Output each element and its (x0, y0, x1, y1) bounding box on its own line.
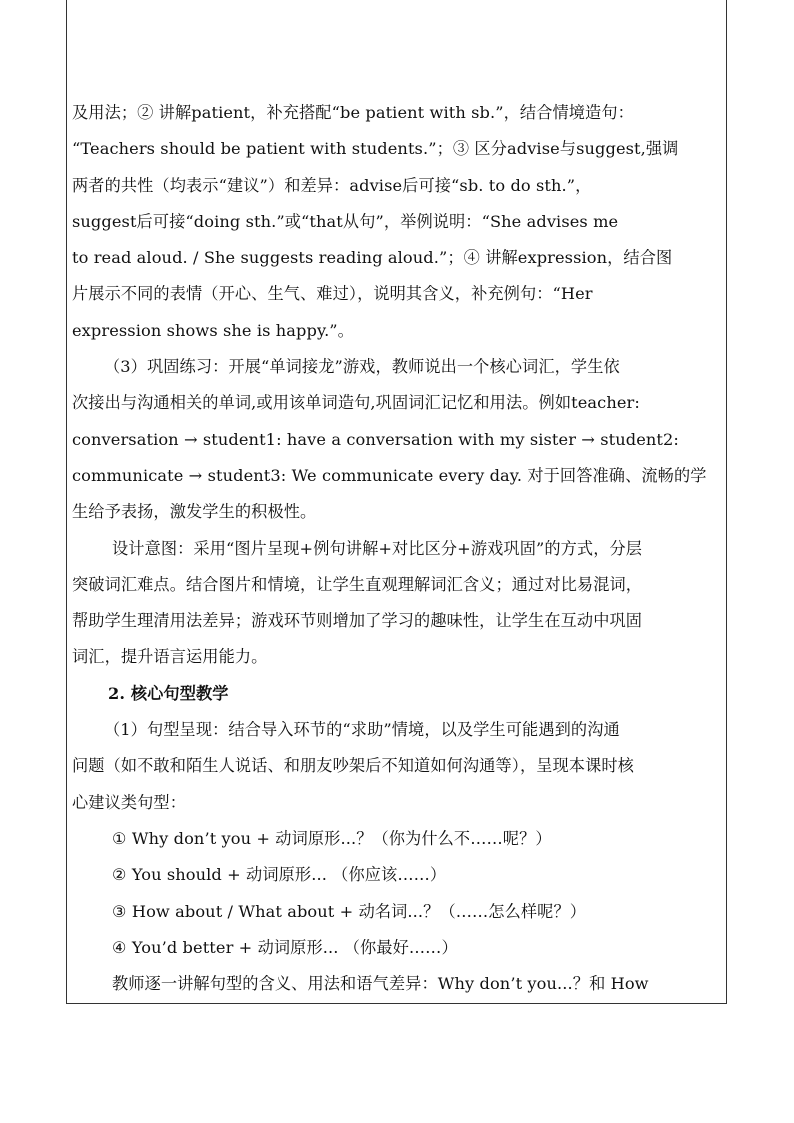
text-line: “Teachers should be patient with students.”；③ 区分advise与suggest,强调 (72, 139, 679, 159)
text-line: （1）句型呈现：结合导入环节的“求助”情境，以及学生可能遇到的沟通 (104, 720, 620, 740)
text-line: suggest后可接“doing sth.”或“that从句”，举例说明：“She advises me (72, 211, 619, 231)
text-line: 两者的共性（均表示“建议”）和差异：advise后可接“sb. to do sth.”， (72, 175, 592, 195)
sentence-pattern-item: ① Why don’t you + 动词原形...？（你为什么不……呢？） (112, 828, 552, 848)
text-line: 词汇，提升语言运用能力。 (72, 647, 268, 667)
text-line: conversation → student1: have a conversation with my sister → student2: (72, 429, 679, 449)
text-line: （3）巩固练习：开展“单词接龙”游戏，教师说出一个核心词汇，学生依 (104, 357, 620, 377)
text-line: expression shows she is happy.”。 (72, 320, 354, 340)
text-line: 及用法；② 讲解patient，补充搭配“be patient with sb.”，结合情境造句： (72, 103, 634, 122)
text-line: 生给予表扬，激发学生的积极性。 (72, 502, 317, 522)
text-line: 帮助学生理清用法差异；游戏环节则增加了学习的趣味性，让学生在互动中巩固 (72, 611, 643, 631)
text-line: 心建议类句型： (72, 792, 187, 812)
text-line: to read aloud. / She suggests reading aloud.”；④ 讲解expression，结合图 (72, 248, 673, 268)
text-line: 教师逐一讲解句型的含义、用法和语气差异：Why don’t you...？和 How (112, 974, 649, 994)
text-line: 突破词汇难点。结合图片和情境，让学生直观理解词汇含义；通过对比易混词， (72, 574, 643, 594)
lesson-plan-text (72, 95, 724, 1002)
sentence-pattern-item: ③ How about / What about + 动名词...？（……怎么样呢？） (112, 901, 587, 921)
design-intent-line: 设计意图：采用“图片呈现+例句讲解+对比区分+游戏巩固”的方式，分层 (112, 538, 643, 558)
section-heading: 2. 核心句型教学 (108, 683, 229, 703)
sentence-pattern-item: ② You should + 动词原形... （你应该……） (112, 865, 447, 885)
text-line: 片展示不同的表情（开心、生气、难过），说明其含义，补充例句：“Her (72, 284, 593, 304)
text-line: 问题（如不敢和陌生人说话、和朋友吵架后不知道如何沟通等），呈现本课时核 (72, 756, 634, 776)
text-line: 次接出与沟通相关的单词,或用该单词造句,巩固词汇记忆和用法。例如teacher: (72, 393, 640, 413)
sentence-pattern-item: ④ You’d better + 动词原形... （你最好……） (112, 937, 458, 957)
text-line: communicate → student3: We communicate every day. 对于回答准确、流畅的学 (72, 465, 707, 485)
